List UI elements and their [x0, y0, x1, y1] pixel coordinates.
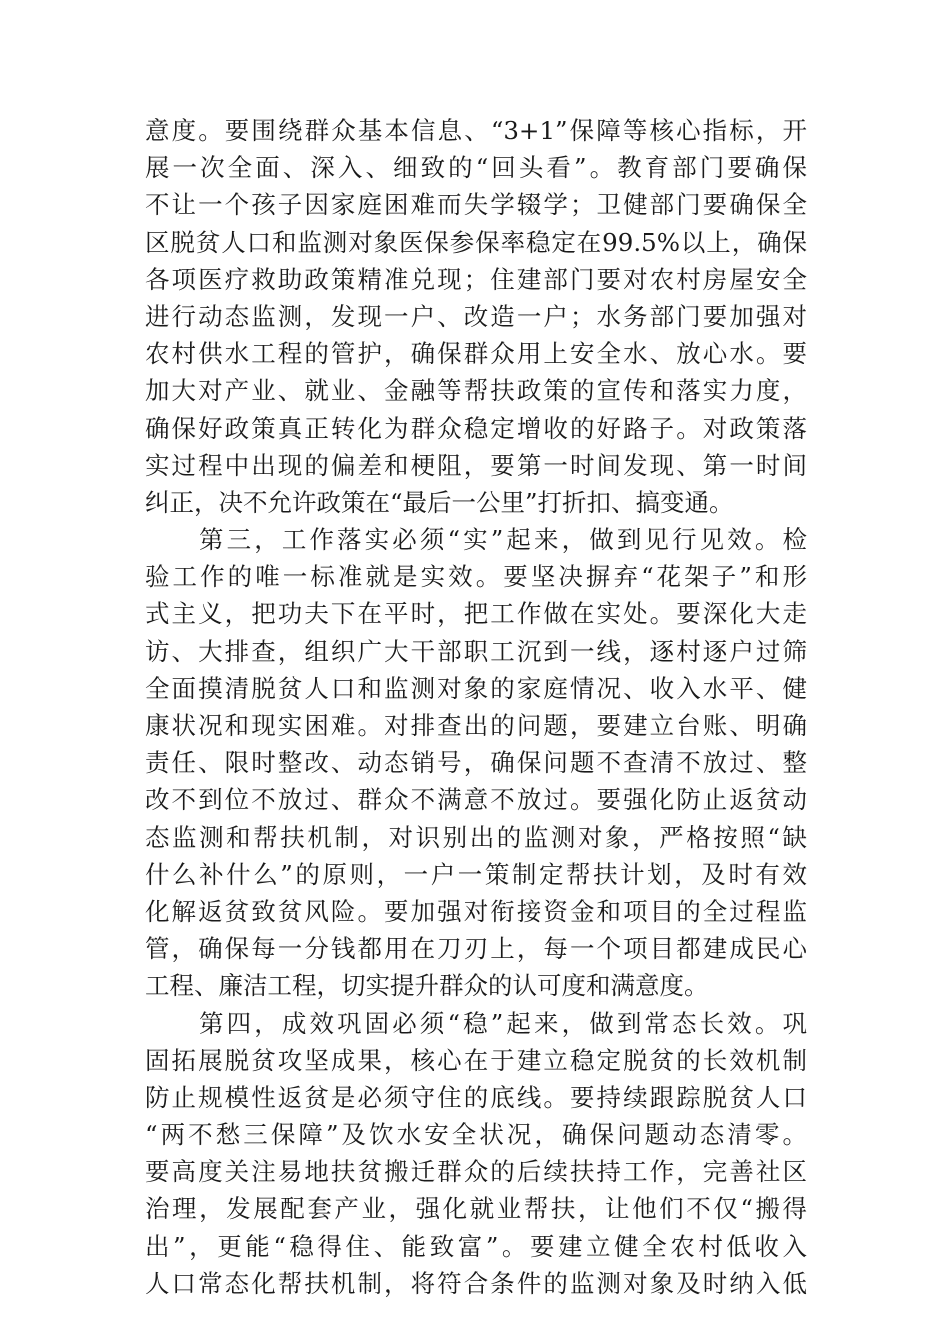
text-line: 管，确保每一分钱都用在刀刃上，每一个项目都建成民心: [145, 934, 807, 964]
text-line: 农村供水工程的管护，确保群众用上安全水、放心水。要: [145, 339, 807, 369]
text-line: 出”，更能“稳得住、能致富”。要建立健全农村低收入: [145, 1231, 807, 1261]
text-line: 纠正，决不允许政策在“最后一公里”打折扣、搞变通。: [145, 487, 734, 517]
text-line: 不让一个孩子因家庭困难而失学辍学；卫健部门要确保全: [145, 190, 807, 220]
text-line: 确保好政策真正转化为群众稳定增收的好路子。对政策落: [145, 413, 807, 443]
text-line: 各项医疗救助政策精准兑现；住建部门要对农村房屋安全: [145, 264, 807, 294]
paragraph-3: [145, 1005, 807, 1303]
text-line: 实过程中出现的偏差和梗阻，要第一时间发现、第一时间: [145, 450, 807, 480]
paragraph-2: [145, 521, 807, 1004]
text-line: 防止规模性返贫是必须守住的底线。要持续跟踪脱贫人口: [145, 1082, 807, 1112]
text-line: 改不到位不放过、群众不满意不放过。要强化防止返贫动: [145, 785, 807, 815]
text-line: 区脱贫人口和监测对象医保参保率稳定在99.5%以上，确保: [145, 227, 807, 257]
text-line: 什么补什么”的原则，一户一策制定帮扶计划，及时有效: [145, 859, 807, 889]
text-line: 意度。要围绕群众基本信息、“3+1”保障等核心指标，开: [145, 116, 807, 145]
text-line: 式主义，把功夫下在平时，把工作做在实处。要深化大走: [145, 599, 807, 629]
text-line: 加大对产业、就业、金融等帮扶政策的宣传和落实力度，: [145, 376, 807, 406]
paragraph-1: [145, 112, 807, 521]
text-line: 要高度关注易地扶贫搬迁群众的后续扶持工作，完善社区: [145, 1157, 807, 1187]
text-line: 第四，成效巩固必须“稳”起来，做到常态长效。巩: [199, 1008, 807, 1038]
text-line: 工程、廉洁工程，切实提升群众的认可度和满意度。: [145, 971, 709, 1001]
text-line: 人口常态化帮扶机制，将符合条件的监测对象及时纳入低: [145, 1268, 807, 1298]
text-line: 康状况和现实困难。对排查出的问题，要建立台账、明确: [145, 711, 807, 740]
text-line: 责任、限时整改、动态销号，确保问题不查清不放过、整: [145, 748, 807, 778]
text-line: 态监测和帮扶机制，对识别出的监测对象，严格按照“缺: [145, 822, 807, 852]
text-line: 化解返贫致贫风险。要加强对衔接资金和项目的全过程监: [145, 896, 807, 926]
text-line: 进行动态监测，发现一户、改造一户；水务部门要加强对: [145, 301, 807, 331]
text-line: 访、大排查，组织广大干部职工沉到一线，逐村逐户过筛: [145, 636, 807, 666]
text-line: 第三，工作落实必须“实”起来，做到见行见效。检: [199, 525, 807, 555]
text-line: 展一次全面、深入、细致的“回头看”。教育部门要确保: [145, 153, 807, 183]
body-text: [145, 112, 807, 1302]
text-line: 全面摸清脱贫人口和监测对象的家庭情况、收入水平、健: [145, 673, 807, 703]
text-line: “两不愁三保障”及饮水安全状况，确保问题动态清零。: [145, 1120, 807, 1150]
text-line: 验工作的唯一标准就是实效。要坚决摒弃“花架子”和形: [145, 562, 807, 592]
text-line: 治理，发展配套产业，强化就业帮扶，让他们不仅“搬得: [145, 1194, 807, 1224]
text-line: 固拓展脱贫攻坚成果，核心在于建立稳定脱贫的长效机制: [145, 1045, 807, 1075]
